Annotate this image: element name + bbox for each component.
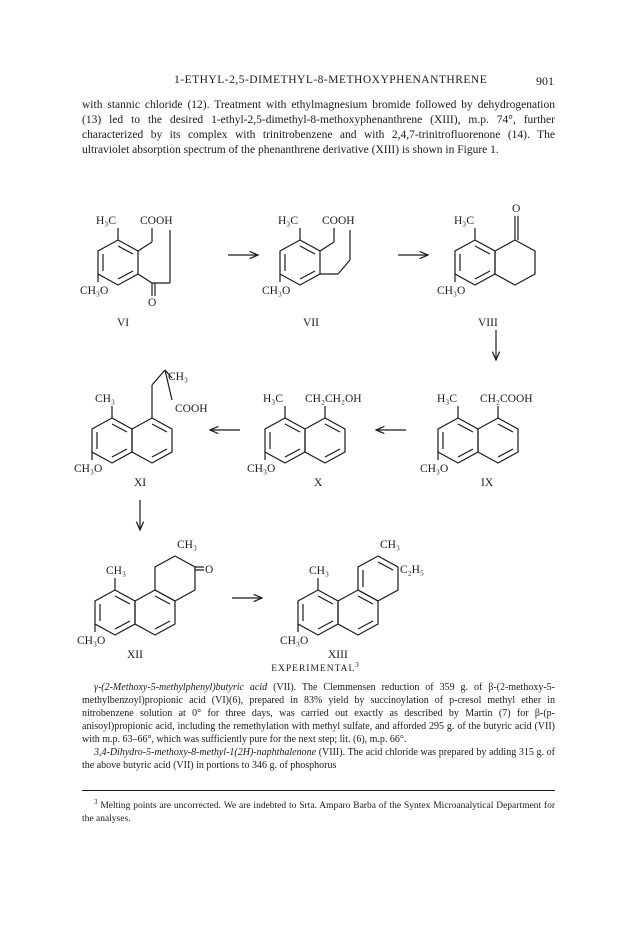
viii-label-o: O <box>512 203 521 215</box>
structure-ix <box>438 406 518 463</box>
xiii-label-ch3-side: CH₃ <box>380 539 400 551</box>
xii-label-ch3-side: CH₃ <box>177 539 197 551</box>
xiii-label-ch3o: CH₃O <box>280 635 309 647</box>
ix-label-ch2cooh: CH₂COOH <box>480 393 533 405</box>
xi-label-ch3-side: CH₃ <box>168 371 188 383</box>
compound-name-vii: γ-(2-Methoxy-5-methylphenyl)butyric acid <box>94 682 268 693</box>
compound-number-vi: VI <box>117 317 130 329</box>
xii-label-ch3: CH₃ <box>106 565 126 577</box>
compound-number-viii: VIII <box>478 317 498 329</box>
experimental-paragraph-2 <box>82 746 555 772</box>
vii-label-cooh: COOH <box>322 215 355 227</box>
viii-label-h3c: H₃C <box>454 215 474 227</box>
xiii-label-ch3: CH₃ <box>309 565 329 577</box>
compound-number-xii: XII <box>127 649 143 661</box>
experimental-title: EXPERIMENTAL <box>271 664 356 675</box>
footnote-divider <box>82 790 555 791</box>
vi-label-cooh: COOH <box>140 215 173 227</box>
vi-label-o: O <box>148 297 157 309</box>
compound-number-xiii: XIII <box>328 649 348 661</box>
xii-label-ch3o: CH₃O <box>77 635 106 647</box>
vi-label-ch3o: CH₃O <box>80 285 109 297</box>
xii-label-o: O <box>205 564 214 576</box>
compound-name-viii: 3,4-Dihydro-5-methoxy-8-methyl-1(2H)-naphthalenone <box>94 747 317 758</box>
paragraph-2-text: (VIII). The acid chloride was prepared by adding 315 g. of the above butyric acid (VII) in portions to 346 g. of phosphorus <box>82 747 555 771</box>
vii-label-h3c: H₃C <box>278 215 298 227</box>
footnote-text: Melting points are uncorrected. We are indebted to Srta. Amparo Barba of the Syntex Microanalytical Department for the analyses. <box>82 801 555 825</box>
xi-label-ch3: CH₃ <box>95 393 115 405</box>
viii-label-ch3o: CH₃O <box>437 285 466 297</box>
structure-vii <box>280 228 350 285</box>
experimental-footnote-mark: 3 <box>355 661 360 669</box>
xiii-label-c2h5: C₂H₅ <box>400 564 424 576</box>
compound-number-xi: XI <box>134 477 147 489</box>
x-label-ch3o: CH₃O <box>247 463 276 475</box>
intro-text: with stannic chloride (12). Treatment with ethylmagnesium bromide followed by dehydrogenation (13) led to the desired 1-ethyl-2,5-dimethyl-8-methoxyphenanthrene (XIII), m.p. 74°, further characterized by its complex with trinitrobenzene and with 2,4,7-trinitrofluorenone (14). The ultraviolet absorption spectrum of the phenanthrene derivative (XIII) is shown in Figure 1. <box>82 99 555 156</box>
vii-label-ch3o: CH₃O <box>262 285 291 297</box>
xi-label-ch3o: CH₃O <box>74 463 103 475</box>
paragraph-1-text: (VII). The Clemmensen reduction of 359 g. of β-(2-methoxy-5-methylbenzoyl)propionic acid (VI)(6), prepared in 83% yield by succinoylation of p-cresol methyl ether in nitrobenzene solution at 0° for three days, was carried out exactly as described by Martin (7) for β-(p-anisoyl)propionic acid, including the remethylation with methyl sulfate, and afforded 295 g. of the butyric acid (VII) with m.p. 63–66°, which was sufficiently pure for the next step; lit. (6), m.p. 66°. <box>82 682 555 745</box>
structure-vi <box>98 228 170 296</box>
structure-x <box>265 406 345 463</box>
compound-number-x: X <box>314 477 323 489</box>
xi-label-cooh: COOH <box>175 403 208 415</box>
experimental-heading <box>0 661 631 674</box>
ix-label-ch3o: CH₃O <box>420 463 449 475</box>
running-title: 1-ETHYL-2,5-DIMETHYL-8-METHOXYPHENANTHRENE <box>174 74 488 86</box>
footnote <box>82 796 555 826</box>
experimental-paragraph-1 <box>82 681 555 746</box>
page-number: 901 <box>536 74 554 88</box>
experimental-body <box>82 681 555 772</box>
vi-label-h3c: H₃C <box>96 215 116 227</box>
x-label-ch2ch2oh: CH₂CH₂OH <box>305 393 362 405</box>
compound-number-vii: VII <box>303 317 319 329</box>
ix-label-h3c: H₃C <box>437 393 457 405</box>
compound-number-ix: IX <box>481 477 494 489</box>
structure-xi <box>92 370 172 463</box>
footnote-mark: 3 <box>94 798 98 806</box>
x-label-h3c: H₃C <box>263 393 283 405</box>
